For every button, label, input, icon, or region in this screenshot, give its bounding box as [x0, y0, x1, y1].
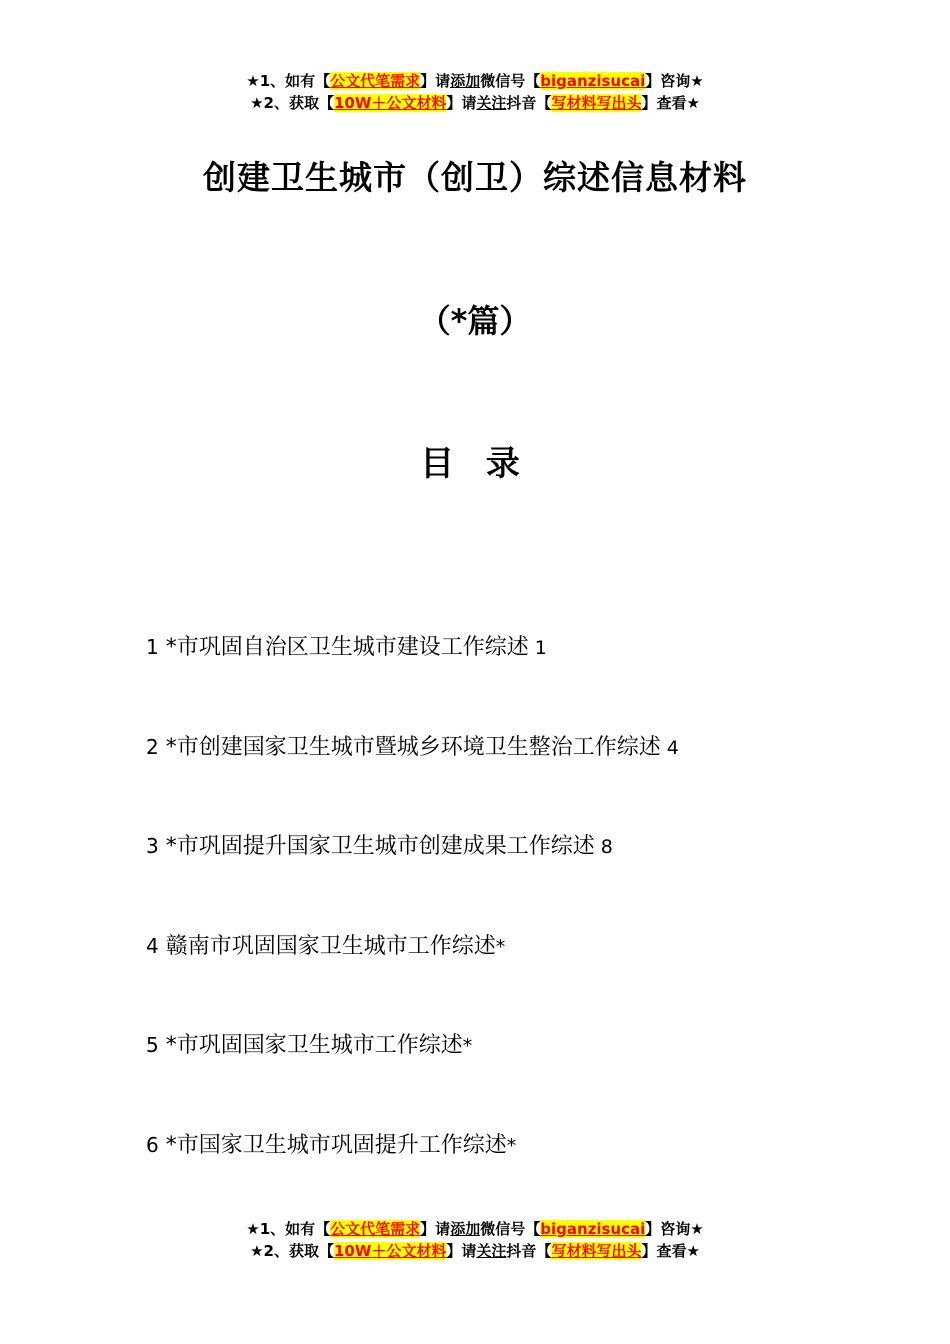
promo-highlight-service: 公文代笔需求 — [330, 72, 421, 90]
promo-line-1: ★1、如有【公文代笔需求】请添加微信号【biganzisucai】咨询★ — [246, 72, 704, 90]
document-subtitle: （*篇） — [418, 302, 532, 340]
toc-entry: 5 *市巩固国家卫生城市工作综述* — [146, 1033, 473, 1058]
table-of-contents — [146, 630, 679, 1227]
toc-entry: 2 *市创建国家卫生城市暨城乡环境卫生整治工作综述 4 — [146, 734, 679, 760]
toc-entry: 6 *市国家卫生城市巩固提升工作综述* — [146, 1132, 517, 1158]
promo-banner-bottom — [0, 1218, 950, 1262]
promo-highlight-service: 公文代笔需求 — [330, 1220, 421, 1238]
toc-heading: 目 录 — [420, 444, 530, 484]
promo-douyin-account: 写材料写出头 — [551, 94, 642, 112]
promo-banner-top — [0, 70, 950, 114]
promo-line-1: ★1、如有【公文代笔需求】请添加微信号【biganzisucai】咨询★ — [246, 1220, 704, 1238]
toc-entry: 1 *市巩固自治区卫生城市建设工作综述 1 — [146, 635, 547, 660]
document-title: 创建卫生城市（创卫）综述信息材料 — [203, 158, 747, 197]
promo-wechat-id: biganzisucai — [540, 1220, 646, 1238]
promo-line-2: ★2、获取【10W＋公文材料】请关注抖音【写材料写出头】查看★ — [250, 94, 700, 112]
promo-line-2: ★2、获取【10W＋公文材料】请关注抖音【写材料写出头】查看★ — [250, 1242, 700, 1260]
promo-wechat-id: biganzisucai — [540, 72, 646, 90]
promo-highlight-materials: 10W＋公文材料 — [333, 1242, 447, 1260]
promo-douyin-account: 写材料写出头 — [551, 1242, 642, 1260]
promo-highlight-materials: 10W＋公文材料 — [333, 94, 447, 112]
toc-entry: 3 *市巩固提升国家卫生城市创建成果工作综述 8 — [146, 834, 613, 859]
toc-entry: 4 赣南市巩固国家卫生城市工作综述* — [146, 933, 506, 959]
